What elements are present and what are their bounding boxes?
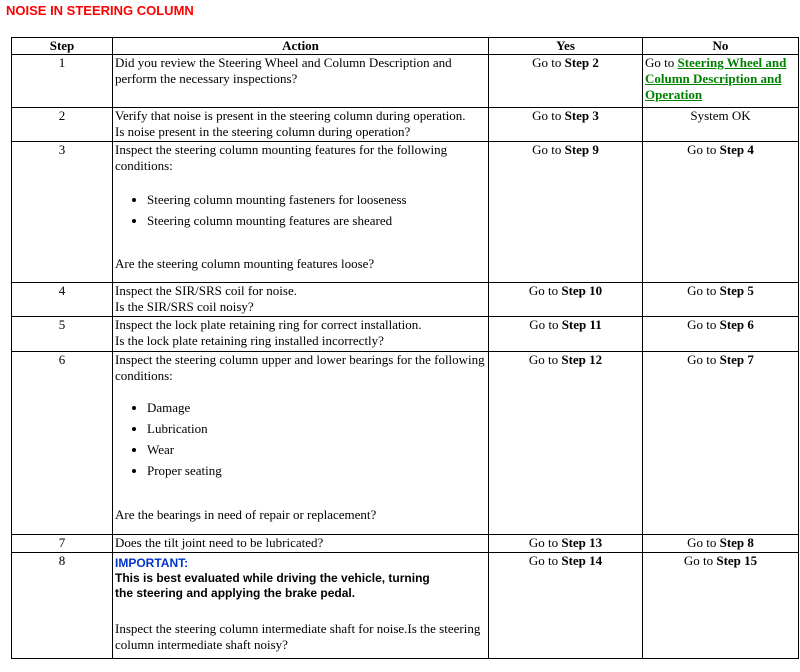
action-cell bbox=[113, 142, 489, 283]
no-step: Step 7 bbox=[719, 352, 754, 367]
action-cell bbox=[113, 108, 489, 142]
list-item: • Steering column mounting features are sheared bbox=[147, 213, 486, 229]
step-number: 5 bbox=[12, 317, 113, 352]
yes-cell bbox=[489, 352, 643, 535]
header-no: No bbox=[643, 38, 799, 55]
step-number: 6 bbox=[12, 352, 113, 535]
yes-cell bbox=[489, 108, 643, 142]
yes-step: Step 3 bbox=[564, 108, 599, 123]
no-cell bbox=[643, 352, 799, 535]
action-cell bbox=[113, 553, 489, 659]
action-text: Inspect the steering column upper and lower bearings for the following bbox=[115, 352, 485, 367]
no-cell: System OK bbox=[643, 108, 799, 142]
no-cell bbox=[643, 283, 799, 317]
go-to-text: Go to bbox=[683, 553, 714, 568]
page-title: NOISE IN STEERING COLUMN bbox=[6, 3, 194, 18]
action-text: Inspect the lock plate retaining ring for correct installation. bbox=[115, 317, 422, 332]
yes-step: Step 2 bbox=[564, 55, 599, 70]
steering-wheel-description-link[interactable]: Steering Wheel and Column Description and Operation bbox=[645, 55, 787, 102]
go-to-text: Go to bbox=[687, 352, 717, 367]
important-text: the steering and applying the brake pedal. bbox=[115, 586, 356, 600]
list-item: • Wear bbox=[147, 442, 486, 458]
action-text: Verify that noise is present in the steering column during operation. bbox=[115, 108, 466, 123]
yes-step: Step 13 bbox=[561, 535, 603, 550]
action-text: conditions: bbox=[115, 368, 173, 383]
table-row bbox=[12, 283, 799, 317]
no-cell bbox=[643, 535, 799, 553]
header-step: Step bbox=[12, 38, 113, 55]
yes-step: Step 12 bbox=[561, 352, 603, 367]
yes-cell bbox=[489, 283, 643, 317]
no-step: Step 5 bbox=[719, 283, 754, 298]
go-to-text: Go to bbox=[532, 108, 562, 123]
step-number: 8 bbox=[12, 553, 113, 659]
action-text: Is noise present in the steering column during operation? bbox=[115, 124, 411, 139]
step-number: 3 bbox=[12, 142, 113, 283]
header-action: Action bbox=[113, 38, 489, 55]
no-step: Step 15 bbox=[716, 553, 758, 568]
action-text: Is the SIR/SRS coil noisy? bbox=[115, 299, 254, 314]
go-to-text: Go to bbox=[687, 142, 717, 157]
list-item: • Lubrication bbox=[147, 421, 486, 437]
diagnostic-table bbox=[11, 37, 799, 659]
question-text: Are the bearings in need of repair or replacement? bbox=[115, 507, 377, 522]
table-row bbox=[12, 142, 799, 283]
step-number: 1 bbox=[12, 55, 113, 108]
table-row bbox=[12, 317, 799, 352]
go-to-text: Go to bbox=[529, 317, 559, 332]
yes-step: Step 9 bbox=[564, 142, 599, 157]
action-text: Does the tilt joint need to be lubricated? bbox=[115, 535, 324, 550]
yes-cell bbox=[489, 142, 643, 283]
no-cell bbox=[643, 142, 799, 283]
action-cell bbox=[113, 317, 489, 352]
action-text: Inspect the SIR/SRS coil for noise. bbox=[115, 283, 297, 298]
table-row bbox=[12, 352, 799, 535]
action-text: Inspect the steering column intermediate shaft for noise.Is the steering bbox=[115, 621, 481, 636]
go-to-text: Go to bbox=[687, 283, 717, 298]
action-cell bbox=[113, 535, 489, 553]
list-item: • Steering column mounting fasteners for looseness bbox=[147, 192, 486, 208]
go-to-text: Go to bbox=[528, 535, 559, 550]
question-text: Are the steering column mounting features loose? bbox=[115, 256, 375, 271]
yes-step: Step 11 bbox=[561, 317, 602, 332]
table-row bbox=[12, 108, 799, 142]
important-text: This is best evaluated while driving the vehicle, turning bbox=[115, 571, 430, 585]
condition-list bbox=[115, 400, 486, 479]
important-label: IMPORTANT: bbox=[115, 556, 189, 570]
table-row bbox=[12, 535, 799, 553]
action-text: Did you review the Steering Wheel and Column Description and bbox=[115, 55, 452, 70]
action-cell bbox=[113, 352, 489, 535]
go-to-text: Go to bbox=[528, 352, 559, 367]
list-item: • Proper seating bbox=[147, 463, 486, 479]
go-to-text: Go to bbox=[532, 142, 562, 157]
go-to-text: Go to bbox=[645, 55, 675, 70]
table-row bbox=[12, 55, 799, 108]
no-step: Step 4 bbox=[719, 142, 754, 157]
go-to-text: Go to bbox=[532, 55, 562, 70]
no-cell bbox=[643, 553, 799, 659]
action-cell bbox=[113, 55, 489, 108]
action-text: conditions: bbox=[115, 158, 173, 173]
list-item: • Damage bbox=[147, 400, 486, 416]
no-cell bbox=[643, 317, 799, 352]
go-to-text: Go to bbox=[687, 317, 717, 332]
action-text: Is the lock plate retaining ring installed incorrectly? bbox=[115, 333, 384, 348]
step-number: 2 bbox=[12, 108, 113, 142]
go-to-text: Go to bbox=[528, 283, 559, 298]
action-text: column intermediate shaft noisy? bbox=[115, 637, 288, 652]
step-number: 7 bbox=[12, 535, 113, 553]
no-step: Step 8 bbox=[719, 535, 754, 550]
yes-cell bbox=[489, 535, 643, 553]
go-to-text: Go to bbox=[687, 535, 717, 550]
condition-list bbox=[115, 192, 486, 229]
yes-cell bbox=[489, 317, 643, 352]
yes-step: Step 10 bbox=[561, 283, 603, 298]
action-cell bbox=[113, 283, 489, 317]
yes-cell bbox=[489, 553, 643, 659]
action-text: perform the necessary inspections? bbox=[115, 71, 298, 86]
yes-step: Step 14 bbox=[561, 553, 603, 568]
header-yes: Yes bbox=[489, 38, 643, 55]
table-row bbox=[12, 553, 799, 659]
no-cell bbox=[643, 55, 799, 108]
yes-cell bbox=[489, 55, 643, 108]
go-to-text: Go to bbox=[528, 553, 559, 568]
no-step: Step 6 bbox=[719, 317, 754, 332]
action-text: Inspect the steering column mounting features for the following bbox=[115, 142, 448, 157]
table-header-row bbox=[12, 38, 799, 55]
step-number: 4 bbox=[12, 283, 113, 317]
